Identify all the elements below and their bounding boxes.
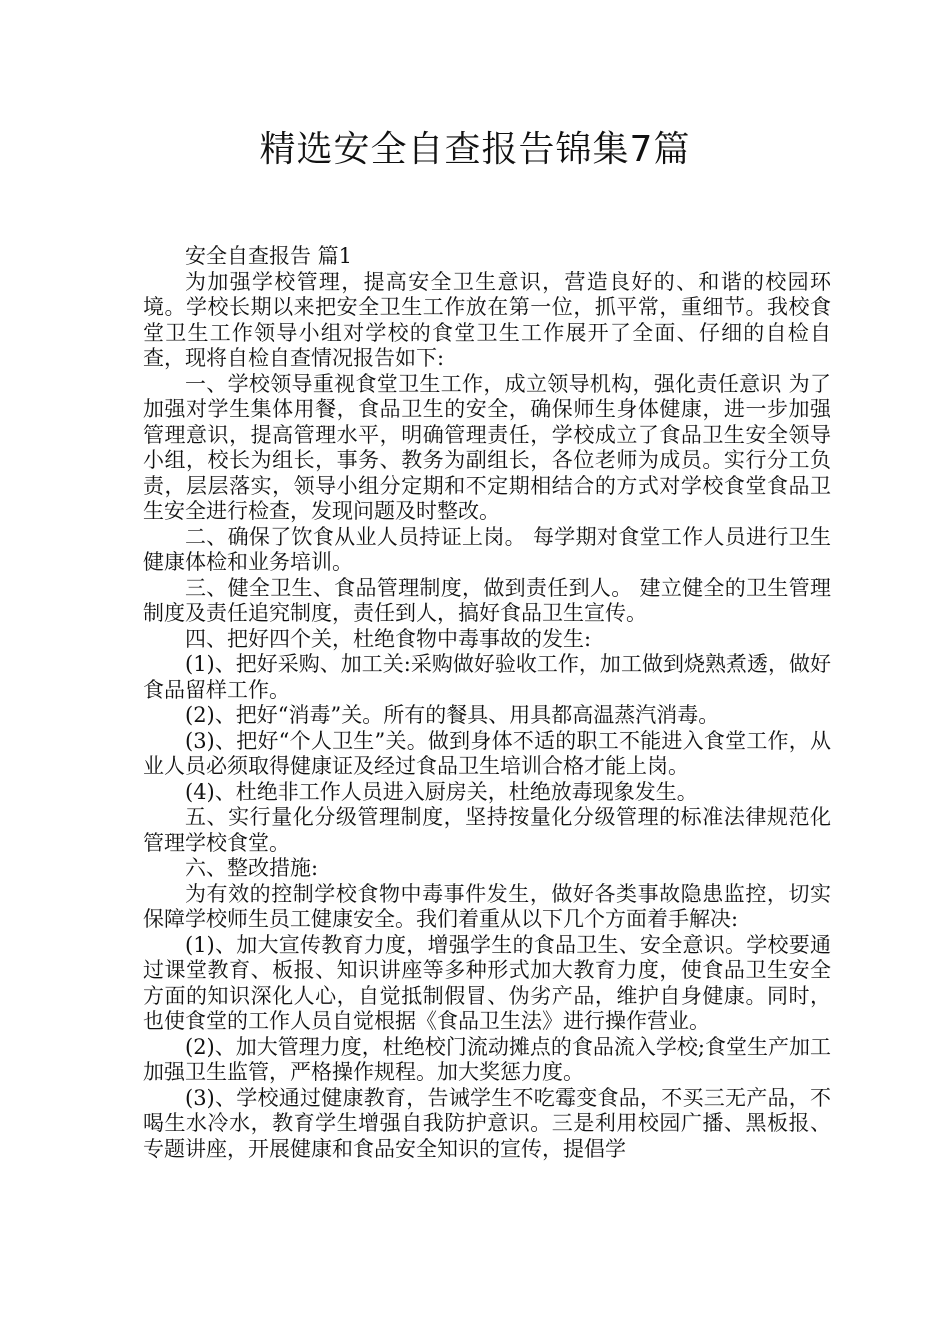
paragraph: 一、学校领导重视食堂卫生工作，成立领导机构，强化责任意识 为了加强对学生集体用餐，食品卫生的安全，确保师生身体健康，进一步加强管理意识，提高管理水平，明确管理责任，学校成立了食品卫生安全领导小组，校长为组长，事务、教务为副组长，各位老师为成员。实行分工负责，层层落实，领导小组分定期和不定期相结合的方式对学校食堂食品卫生安全进行检查，发现问题及时整改。 xyxy=(143,371,831,523)
paragraph: (3)、把好“个人卫生”关。做到身体不适的职工不能进入食堂工作，从业人员必须取得健康证及经过食品卫生培训合格才能上岗。 xyxy=(143,728,831,778)
paragraph: (1)、把好采购、加工关:采购做好验收工作，加工做到烧熟煮透，做好食品留样工作。 xyxy=(143,652,831,702)
section-heading: 安全自查报告 篇1 xyxy=(185,244,353,268)
document-title: 精选安全自查报告锦集7篇 xyxy=(259,129,691,170)
paragraph: (3)、学校通过健康教育，告诫学生不吃霉变食品，不买三无产品，不喝生水冷水，教育学生增强自我防护意识。三是利用校园广播、黑板报、专题讲座，开展健康和食品安全知识的宣传，提倡学 xyxy=(143,1085,831,1161)
paragraph: 五、实行量化分级管理制度，坚持按量化分级管理的标准法律规范化管理学校食堂。 xyxy=(143,805,831,855)
paragraph: 三、健全卫生、食品管理制度，做到责任到人。 建立健全的卫生管理制度及责任追究制度，责任到人，搞好食品卫生宣传。 xyxy=(143,575,831,625)
paragraph: (2)、把好“消毒”关。所有的餐具、用具都高温蒸汽消毒。 xyxy=(185,703,720,727)
paragraph: (2)、加大管理力度，杜绝校门流动摊点的食品流入学校;食堂生产加工加强卫生监管，严格操作规程。加大奖惩力度。 xyxy=(143,1034,831,1084)
paragraph: 六、整改措施: xyxy=(185,856,319,880)
paragraph: 为加强学校管理，提高安全卫生意识，营造良好的、和谐的校园环境。学校长期以来把安全卫生工作放在第一位，抓平常，重细节。我校食堂卫生工作领导小组对学校的食堂卫生工作展开了全面、仔细的自检自查，现将自检自查情况报告如下: xyxy=(143,269,831,370)
paragraph: (1)、加大宣传教育力度，增强学生的食品卫生、安全意识。学校要通过课堂教育、板报、知识讲座等多种形式加大教育力度，使食品卫生安全方面的知识深化人心，自觉抵制假冒、伪劣产品，维护自身健康。同时，也使食堂的工作人员自觉根据《食品卫生法》进行操作营业。 xyxy=(143,932,831,1033)
document-body xyxy=(143,244,831,1162)
paragraph: 四、把好四个关，杜绝食物中毒事故的发生: xyxy=(185,626,592,651)
paragraph: 为有效的控制学校食物中毒事件发生，做好各类事故隐患监控，切实保障学校师生员工健康安全。我们着重从以下几个方面着手解决: xyxy=(143,881,831,931)
paragraph: (4)、杜绝非工作人员进入厨房关，杜绝放毒现象发生。 xyxy=(185,779,698,804)
paragraph: 二、确保了饮食从业人员持证上岗。 每学期对食堂工作人员进行卫生健康体检和业务培训。 xyxy=(143,524,831,574)
